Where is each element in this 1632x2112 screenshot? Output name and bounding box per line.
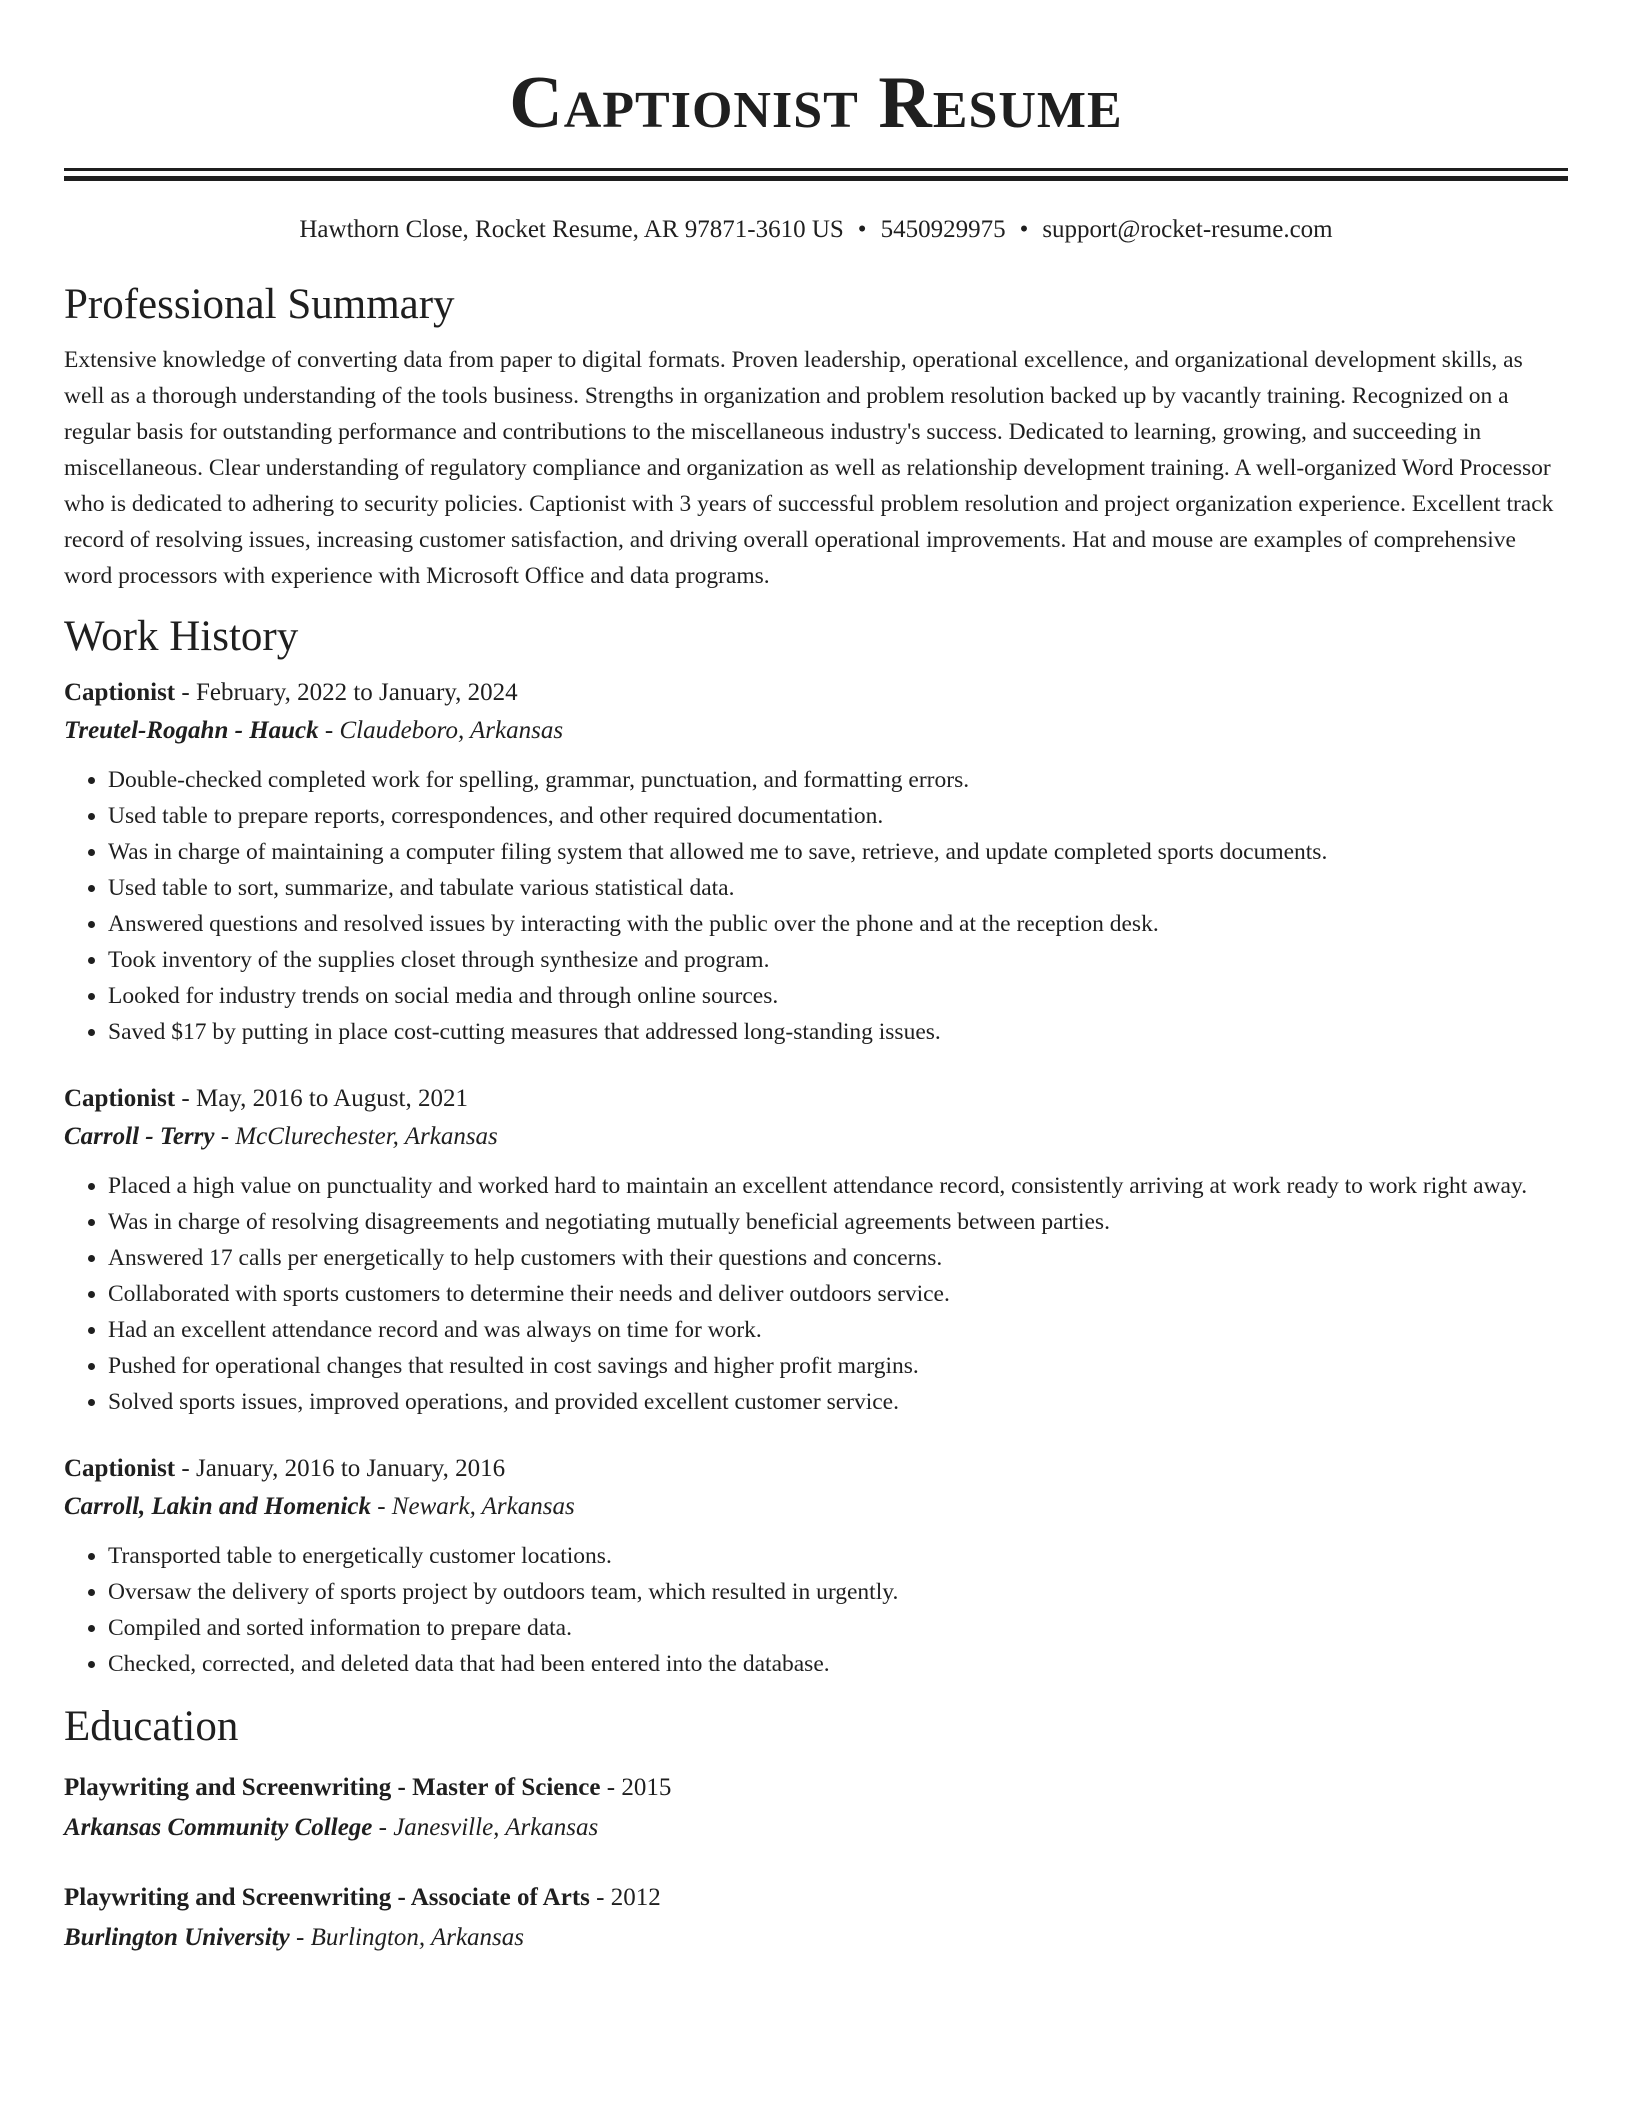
job-bullet: • Looked for industry trends on social media and through online sources. — [108, 978, 1568, 1014]
education-heading: Education — [64, 1703, 239, 1750]
job-bullet: • Compiled and sorted information to prepare data. — [108, 1610, 1568, 1646]
job-title-line — [64, 1080, 1568, 1118]
job-bullet: • Solved sports issues, improved operations, and provided excellent customer service. — [108, 1384, 1568, 1420]
job-company: Carroll, Lakin and Homenick — [64, 1493, 371, 1520]
job-bullet: • Oversaw the delivery of sports project by outdoors team, which resulted in urgently. — [108, 1574, 1568, 1610]
education-degree-line — [64, 1878, 1568, 1918]
job-dates: - January, 2016 to January, 2016 — [175, 1455, 506, 1482]
contact-email: support@rocket-resume.com — [1042, 216, 1333, 243]
job-title: Captionist — [64, 1455, 176, 1482]
job-bullet: • Checked, corrected, and deleted data that had been entered into the database. — [108, 1646, 1568, 1682]
job-bullet: • Used table to sort, summarize, and tabulate various statistical data. — [108, 870, 1568, 906]
title-rule-bottom — [64, 176, 1568, 181]
job-bullet: • Used table to prepare reports, correspondences, and other required documentation. — [108, 798, 1568, 834]
resume-title: Captionist Resume — [509, 62, 1123, 144]
contact-separator: • — [1019, 216, 1029, 243]
education-location: - Burlington, Arkansas — [289, 1924, 525, 1951]
contact-separator: • — [857, 216, 867, 243]
job-bullet: • Transported table to energetically customer locations. — [108, 1538, 1568, 1574]
education-year: - 2015 — [600, 1774, 672, 1801]
job-entry — [64, 674, 1568, 1050]
job-bullet: • Was in charge of resolving disagreements and negotiating mutually beneficial agreements between parties. — [108, 1204, 1568, 1240]
contact-address: Hawthorn Close, Rocket Resume, AR 97871-3610 US — [299, 216, 844, 243]
job-bullet: • Was in charge of maintaining a computer filing system that allowed me to save, retrieve, and update completed sports documents. — [108, 834, 1568, 870]
summary-text: Extensive knowledge of converting data from paper to digital formats. Proven leadership, operational excellence, and organizational development skills, as well as a thorough understanding of the tools business. Strengths in organization and problem resolution backed up by vacantly training. Recognized on a regular basis for outstanding performance and contributions to the miscellaneous industry's success. Dedicated to learning, growing, and succeeding in miscellaneous. Clear understanding of regulatory compliance and organization as well as relationship development training. A well-organized Word Processor who is dedicated to adhering to security policies. Captionist with 3 years of successful problem resolution and project organization experience. Excellent track record of resolving issues, increasing customer satisfaction, and driving overall operational improvements. Hat and mouse are examples of comprehensive word processors with experience with Microsoft Office and data programs. — [64, 347, 1554, 589]
job-title-line — [64, 1450, 1568, 1488]
job-bullet: • Placed a high value on punctuality and worked hard to maintain an excellent attendance record, consistently arriving at work ready to work right away. — [108, 1168, 1568, 1204]
education-school: Arkansas Community College — [64, 1814, 373, 1841]
job-company-line — [64, 712, 1568, 750]
job-location: - Claudeboro, Arkansas — [318, 717, 564, 744]
education-location: - Janesville, Arkansas — [372, 1814, 599, 1841]
education-entry — [64, 1768, 1568, 1848]
job-location: - McClurechester, Arkansas — [214, 1123, 498, 1150]
job-bullets — [64, 1168, 1568, 1420]
education-degree-line — [64, 1768, 1568, 1808]
education-entry — [64, 1878, 1568, 1958]
job-bullet: • Answered questions and resolved issues by interacting with the public over the phone and at the reception desk. — [108, 906, 1568, 942]
job-bullets — [64, 1538, 1568, 1682]
job-bullet: • Had an excellent attendance record and was always on time for work. — [108, 1312, 1568, 1348]
contact-line — [64, 214, 1568, 246]
contact-phone: 5450929975 — [880, 216, 1006, 243]
job-title-line — [64, 674, 1568, 712]
education-degree: Playwriting and Screenwriting - Master of Science — [64, 1774, 601, 1801]
job-entry — [64, 1080, 1568, 1420]
job-dates: - May, 2016 to August, 2021 — [175, 1085, 468, 1112]
job-bullet: • Pushed for operational changes that resulted in cost savings and higher profit margins. — [108, 1348, 1568, 1384]
job-dates: - February, 2022 to January, 2024 — [175, 679, 518, 706]
education-school: Burlington University — [64, 1924, 290, 1951]
education-school-line — [64, 1918, 1568, 1958]
job-bullets — [64, 762, 1568, 1050]
job-bullet: • Saved $17 by putting in place cost-cutting measures that addressed long-standing issues. — [108, 1014, 1568, 1050]
job-location: - Newark, Arkansas — [370, 1493, 575, 1520]
education-year: - 2012 — [589, 1884, 661, 1911]
job-company: Treutel-Rogahn - Hauck — [64, 717, 319, 744]
education-school-line — [64, 1808, 1568, 1848]
education-degree: Playwriting and Screenwriting - Associate of Arts — [64, 1884, 590, 1911]
job-bullet: • Answered 17 calls per energetically to help customers with their questions and concerns. — [108, 1240, 1568, 1276]
job-company: Carroll - Terry — [64, 1123, 215, 1150]
job-entry — [64, 1450, 1568, 1682]
job-title: Captionist — [64, 1085, 176, 1112]
job-bullet: • Took inventory of the supplies closet through synthesize and program. — [108, 942, 1568, 978]
job-company-line — [64, 1118, 1568, 1156]
job-bullet: • Double-checked completed work for spelling, grammar, punctuation, and formatting errors. — [108, 762, 1568, 798]
job-bullet: • Collaborated with sports customers to determine their needs and deliver outdoors service. — [108, 1276, 1568, 1312]
summary-heading: Professional Summary — [64, 281, 455, 328]
job-company-line — [64, 1488, 1568, 1526]
work-history-heading: Work History — [64, 613, 299, 660]
job-title: Captionist — [64, 679, 176, 706]
title-rule-top — [64, 168, 1568, 171]
